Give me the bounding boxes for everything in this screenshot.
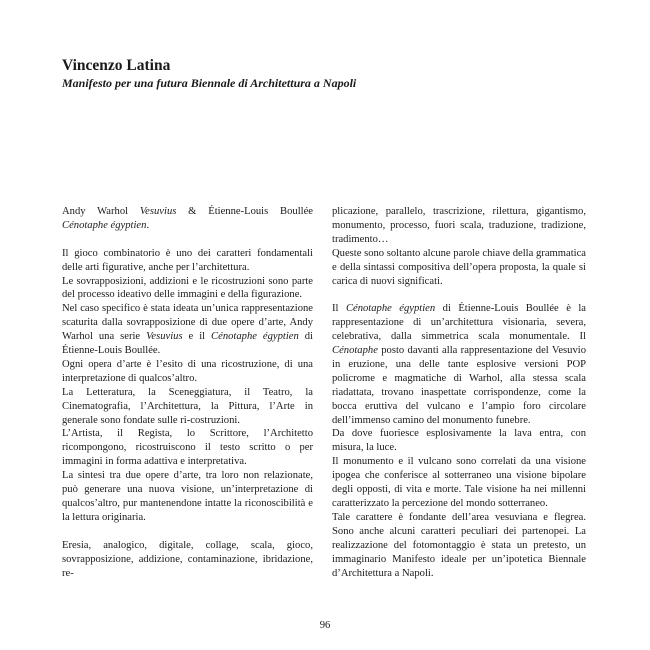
paragraph: Queste sono soltanto alcune parole chiave della grammatica e della sintassi compositiva dell’opera proposta, la quale si carica di nuovi significati. [332, 247, 586, 287]
title-cenotaphe-short: Cénotaphe [332, 345, 378, 357]
intro-text: Andy Warhol [62, 206, 140, 217]
paragraph: Tale carattere è fondante dell’area vesuviana e flegrea. Sono anche alcuni caratteri peculiari dei partenopei. La realizzazione del fotomontaggio è stata un pretesto, un immaginario Manifesto ideale per un’ipotetica Biennale d’Architettura a Napoli. [332, 511, 586, 579]
title-cenotaphe: Cénotaphe égyptien [345, 303, 436, 315]
essay-subtitle: Manifesto per una futura Biennale di Architettura a Napoli [62, 76, 357, 90]
intro-title-vesuvius: Vesuvius [139, 206, 177, 217]
paragraph: Il gioco combinatorio è uno dei caratteri fondamentali delle arti figurative, anche per l’architettura. [62, 247, 313, 273]
paragraph-text: di Étienne-Louis Boullée è la rappresentazione di un’architettura visionaria, severa, celebrativa, dalla simmetrica scala monumentale. Il [332, 303, 587, 343]
paragraph: Ogni opera d’arte è l’esito di una ricostruzione, di una interpretazione di qualcos’altro. [62, 358, 313, 384]
paragraph: Le sovrapposizioni, addizioni e le ricostruzioni sono parte del processo ideativo delle immagini e della figurazione. [62, 275, 313, 301]
paragraph-text: e il [182, 331, 212, 343]
paragraph: L’Artista, il Regista, lo Scrittore, l’Architetto ricompongono, ricostruiscono il testo scritto o per immagini in forma adattiva e interpretativa. [62, 428, 313, 468]
paragraph: Eresia, analogico, digitale, collage, scala, gioco, sovrapposizione, addizione, contaminazione, ibridazione, re- [62, 539, 313, 579]
page-number: 96 [319, 620, 331, 631]
paragraph-text: Il [332, 303, 346, 315]
title-vesuvius: Vesuvius [146, 331, 183, 343]
left-column [62, 205, 313, 580]
intro-paragraph [62, 205, 313, 233]
intro-text: & Étienne-Louis Boullée [176, 206, 313, 217]
paragraph [332, 302, 586, 427]
paragraph-text: Nel caso specifico è stata ideata un’unica rappresentazione scaturita dalla sovrapposizione di due opere d’arte, Andy Warhol una serie [62, 303, 313, 343]
paragraph-text: posto davanti alla rappresentazione del Vesuvio in eruzione, una delle tante esplosive versioni POP policrome e magmatiche di Warhol, alla stessa scala riadattata, trovano inaspettate corrispondenze, come la bocca eruttiva del vulcano e l’ampio foro circolare dell’immenso camino del monumento funebre. [332, 345, 586, 426]
right-column [332, 205, 586, 580]
paragraph: plicazione, parallelo, trascrizione, rilettura, gigantismo, monumento, processo, fuori scala, traduzione, tradizione, tradimento… [332, 206, 586, 245]
paragraph-text: di Étienne-Louis Boullée. [62, 331, 313, 357]
paragraph [62, 302, 313, 358]
paragraph: Il monumento e il vulcano sono correlati da una visione ipogea che conferisce al sotterraneo una visione bipolare degli opposti, di vita e morte. Tale visione ha nei millenni caratterizzato la percezione del mondo sotterraneo. [332, 456, 586, 510]
author-name: Vincenzo Latina [62, 57, 171, 74]
paragraph: La Letteratura, la Sceneggiatura, il Teatro, la Cinematografia, l’Architettura, la Pittura, l’Arte in generale sono fondate sulle ri-costruzioni. [62, 386, 313, 426]
paragraph: Da dove fuoriesce esplosivamente la lava entra, con misura, la luce. [332, 428, 586, 454]
title-cenotaphe: Cénotaphe égyptien [211, 331, 299, 343]
intro-title-cenotaphe: Cénotaphe égyptien [62, 219, 147, 231]
intro-text: . [146, 219, 150, 231]
paragraph: La sintesi tra due opere d’arte, tra loro non relazionate, può generare una nuova visione, un’interpretazione di qualcos’altro, pur mantenendone intatte la riconoscibilità e la lettura originaria. [62, 470, 313, 523]
